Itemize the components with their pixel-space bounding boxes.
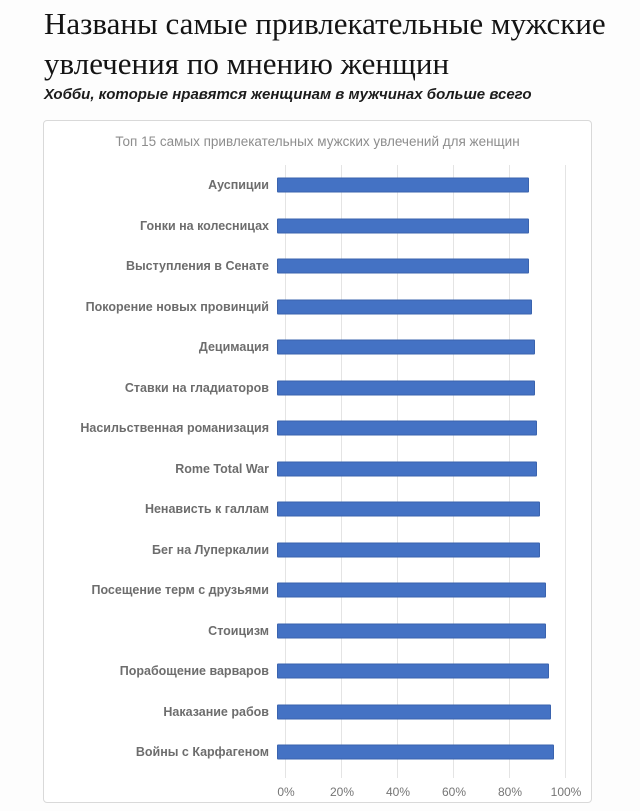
category-label: Децимация <box>198 340 269 355</box>
category-label: Выступления в Сенате <box>125 259 269 274</box>
x-axis-tick-label: 20% <box>329 785 355 799</box>
page-subtitle: Хобби, которые нравятся женщинам в мужчинах больше всего <box>44 86 532 103</box>
bar-track <box>277 570 591 611</box>
chart-row <box>44 732 591 773</box>
chart-card <box>43 120 592 803</box>
category-label: Наказание рабов <box>163 704 269 719</box>
bar <box>277 421 537 436</box>
x-axis-tick-label: 60% <box>441 785 467 799</box>
bar-track <box>277 692 591 733</box>
category-label: Стоицизм <box>208 623 269 638</box>
x-axis <box>44 785 591 805</box>
chart-row <box>44 570 591 611</box>
bar <box>277 502 540 517</box>
chart-rows <box>44 165 591 773</box>
category-label: Бег на Луперкалии <box>152 542 269 557</box>
chart-row <box>44 206 591 247</box>
x-axis-tick-label: 40% <box>385 785 411 799</box>
chart-row <box>44 449 591 490</box>
chart-row <box>44 611 591 652</box>
chart-row <box>44 692 591 733</box>
bar <box>277 583 546 598</box>
category-label: Ставки на гладиаторов <box>124 380 269 395</box>
bar-track <box>277 327 591 368</box>
chart-row <box>44 246 591 287</box>
bar <box>277 704 551 719</box>
chart-row <box>44 165 591 206</box>
chart-row <box>44 408 591 449</box>
bar-track <box>277 165 591 206</box>
x-axis-tick-label: 80% <box>497 785 523 799</box>
bar <box>277 623 546 638</box>
chart-row <box>44 287 591 328</box>
category-label: Насильственная романизация <box>80 421 269 436</box>
chart-title: Топ 15 самых привлекательных мужских увлечений для женщин <box>115 134 520 149</box>
x-axis-tick-label: 0% <box>277 785 295 799</box>
category-label: Войны с Карфагеном <box>135 745 269 760</box>
category-label: Ненависть к галлам <box>144 502 269 517</box>
bar <box>277 664 549 679</box>
bar-track <box>277 449 591 490</box>
chart-row <box>44 530 591 571</box>
category-label: Посещение терм с друзьями <box>91 583 269 598</box>
bar-track <box>277 651 591 692</box>
chart-row <box>44 368 591 409</box>
chart-area <box>44 165 591 800</box>
bar-track <box>277 206 591 247</box>
bar-track <box>277 287 591 328</box>
bar <box>277 745 554 760</box>
bar <box>277 259 529 274</box>
category-label: Гонки на колесницах <box>140 218 269 233</box>
bar-track <box>277 246 591 287</box>
bar-track <box>277 611 591 652</box>
bar <box>277 542 540 557</box>
bar-track <box>277 408 591 449</box>
bar-track <box>277 489 591 530</box>
chart-row <box>44 489 591 530</box>
category-label: Порабощение варваров <box>119 664 269 679</box>
chart-row <box>44 327 591 368</box>
bar <box>277 299 532 314</box>
bar <box>277 218 529 233</box>
category-label: Ауспиции <box>208 178 269 193</box>
bar <box>277 178 529 193</box>
page-title: Названы самые привлекательные мужские увлечения по мнению женщин <box>44 6 606 81</box>
x-axis-tick-label: 100% <box>550 785 582 799</box>
bar <box>277 461 537 476</box>
bar-track <box>277 530 591 571</box>
bar <box>277 380 535 395</box>
category-label: Покорение новых провинций <box>85 299 269 314</box>
bar-track <box>277 368 591 409</box>
category-label: Rome Total War <box>175 461 269 476</box>
bar <box>277 340 535 355</box>
bar-track <box>277 732 591 773</box>
chart-row <box>44 651 591 692</box>
